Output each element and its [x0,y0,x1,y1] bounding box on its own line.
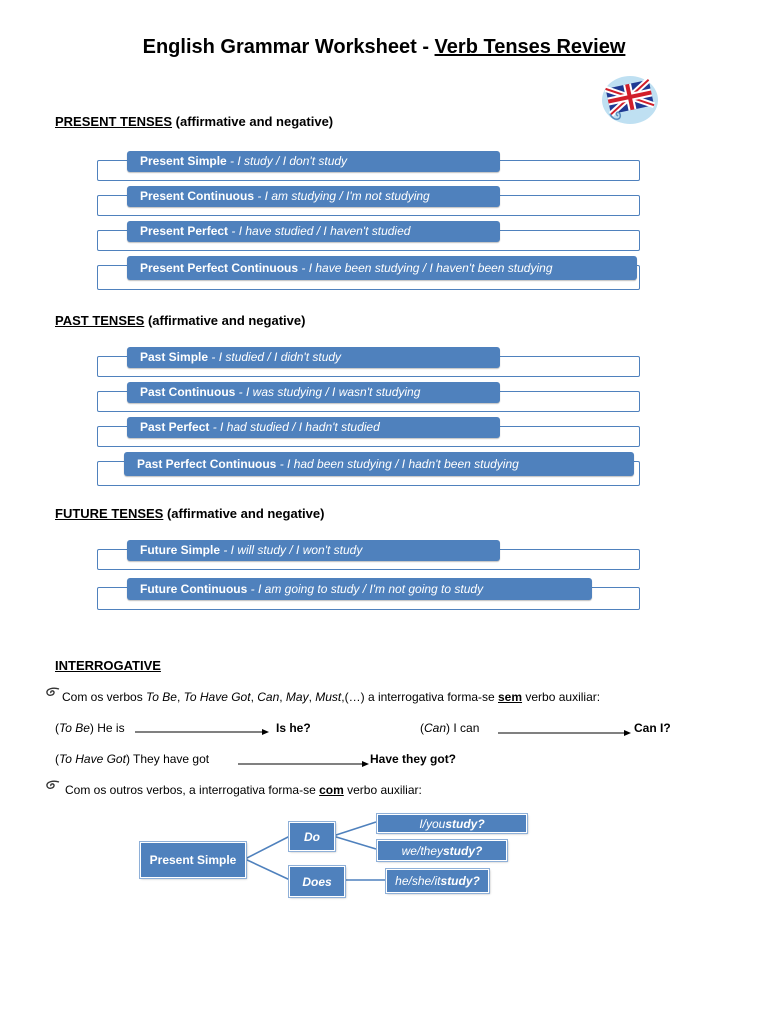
example-can-left: (Can) I can [420,721,480,735]
swirl-bullet-icon [45,687,61,699]
arrow-right-icon [498,729,632,737]
tense-row-past-continuous [97,382,640,412]
arrow-right-icon [135,728,270,736]
interrogative-rule-2: Com os outros verbos, a interrogativa forma-se com verbo auxiliar: [65,783,422,797]
tense-bar: Past Simple - I studied / I didn't study [127,347,500,368]
past-tenses-heading: PAST TENSES (affirmative and negative) [55,313,306,328]
tense-row-present-perfect-continuous [97,256,640,290]
tense-row-past-perfect-continuous [97,452,640,486]
tense-bar: Present Perfect - I have studied / I haven't studied [127,221,500,242]
diagram-leaf-he-she-it: he/she/it study? [386,869,489,893]
diagram-leaf-we-they: we/they study? [377,840,507,861]
title-underlined: Verb Tenses Review [434,36,626,58]
tense-row-present-perfect [97,221,640,251]
tense-row-past-perfect [97,417,640,447]
example-to-be-left: (To Be) He is [55,721,125,735]
present-tenses-heading: PRESENT TENSES (affirmative and negative) [55,114,334,129]
tense-bar: Future Continuous - I am going to study / I'm not going to study [127,578,592,600]
example-have-got-left: (To Have Got) They have got [55,752,210,766]
interrogative-rule-1: Com os verbos To Be, To Have Got, Can, May, Must,(…) a interrogativa forma-se sem verbo auxiliar: [62,690,601,704]
tense-bar: Present Continuous - I am studying / I'm not studying [127,186,500,207]
tense-row-present-simple [97,151,640,181]
interrogative-heading: INTERROGATIVE [55,658,161,673]
tense-bar: Past Continuous - I was studying / I wasn't studying [127,382,500,403]
tense-bar: Present Simple - I study / I don't study [127,151,500,172]
tense-row-future-continuous [97,578,640,610]
example-have-got-right: Have they got? [370,752,457,766]
tense-bar: Present Perfect Continuous - I have been studying / I haven't been studying [127,256,637,280]
swirl-bullet-icon [45,780,61,792]
tense-bar: Future Simple - I will study / I won't study [127,540,500,561]
tense-row-future-simple [97,540,640,570]
worksheet-title: English Grammar Worksheet - Verb Tenses Review [142,36,626,58]
tense-bar: Past Perfect Continuous - I had been studying / I hadn't been studying [124,452,634,476]
diagram-node-does: Does [289,866,345,897]
uk-flag-icon [600,70,660,126]
diagram-leaf-i-you: I/you study? [377,814,527,833]
diagram-root-present-simple: Present Simple [140,842,246,878]
example-can-right: Can I? [634,721,671,735]
arrow-right-icon [238,760,370,768]
diagram-node-do: Do [289,822,335,851]
example-to-be-right: Is he? [276,721,311,735]
tense-row-present-continuous [97,186,640,216]
tense-row-past-simple [97,347,640,377]
future-tenses-heading: FUTURE TENSES (affirmative and negative) [55,506,325,521]
tense-bar: Past Perfect - I had studied / I hadn't studied [127,417,500,438]
